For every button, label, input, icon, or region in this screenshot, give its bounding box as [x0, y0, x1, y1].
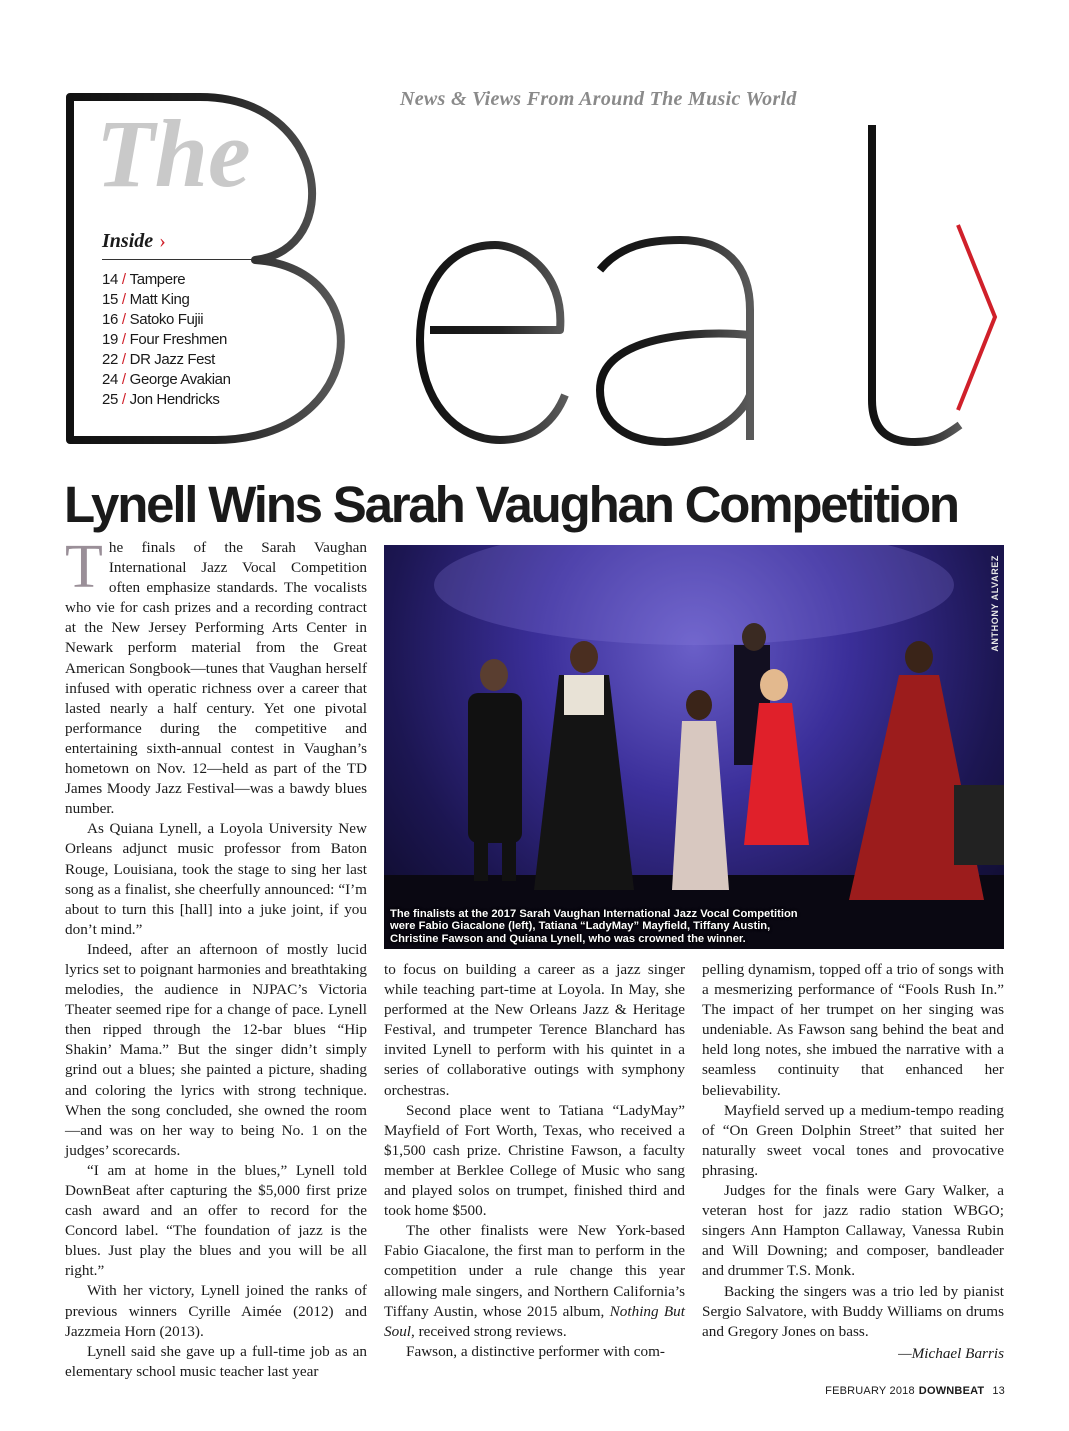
page-footer	[825, 1385, 1005, 1397]
inside-item[interactable]: 15 / Matt King	[102, 291, 190, 308]
article-column-3	[702, 960, 1004, 1364]
photo-credit: ANTHONY ALVAREZ	[990, 555, 1000, 652]
drop-cap: T	[65, 533, 103, 601]
inside-item-title: Jon Hendricks	[129, 391, 220, 408]
paragraph: Second place went to Tatiana “LadyMay” Mayfield of Fort Worth, Texas, who received a $1,500 cash prize. Christine Fawson, a faculty member at Berklee College of Music who sang and played solos on trumpet, finished third and took home $500.	[384, 1101, 685, 1220]
inside-box	[102, 230, 256, 410]
inside-item-page: 22	[102, 351, 118, 368]
inside-item-page: 14	[102, 271, 118, 288]
article-column-2	[384, 960, 685, 1362]
inside-item-page: 25	[102, 391, 118, 408]
inside-item-title: Matt King	[129, 291, 190, 308]
paragraph: As Quiana Lynell, a Loyola University New Orleans adjunct music professor from Baton Rouge, Louisiana, took the stage to sing her last song as a finalist, she cheerfully announced: “I’m about to turn this [hall] into a juke joint, if you don’t mind.”	[65, 820, 367, 938]
inside-item[interactable]: 25 / Jon Hendricks	[102, 391, 220, 408]
article-headline: Lynell Wins Sarah Vaughan Competition	[64, 476, 958, 533]
inside-item-title: Satoko Fujii	[129, 311, 204, 328]
paragraph-continued: pelling dynamism, topped off a trio of songs with a mesmerizing performance of “Fools Rush In.” The impact of her trumpet on her singing was undeniable. As Fawson sang behind the beat and held long notes, she imbued the narrative with a seamless continuity that enhanced her believability.	[702, 961, 1004, 1099]
inside-item-title: George Avakian	[129, 371, 231, 388]
inside-item-title: Tampere	[129, 271, 186, 288]
inside-item-page: 15	[102, 291, 118, 308]
paragraph	[65, 533, 367, 819]
singer-3	[672, 690, 729, 890]
chevron-icon: ›	[159, 230, 166, 252]
magazine-name: DOWNBEAT	[918, 1385, 985, 1397]
album-title: Nothing But Soul	[384, 1302, 685, 1340]
stage-illustration	[384, 545, 1004, 949]
performers-photo	[384, 545, 1004, 949]
inside-item-title: DR Jazz Fest	[129, 351, 215, 368]
paragraph: Lynell said she gave up a full-time job as an elementary school music teacher last year	[65, 1342, 367, 1380]
paragraph: Mayfield served up a medium-tempo reading of “On Green Dolphin Street” that suited her naturally sweet vocal tones and provocative phrasing.	[702, 1101, 1004, 1179]
paragraph: to focus on building a career as a jazz singer while teaching part-time at Loyola. In May, she performed at the New Orleans Jazz & Heritage Festival, and trumpeter Terence Blanchard has invited Lynell to perform with his quintet in a series of collaborative outings with symphony orchestras.	[384, 961, 685, 1099]
inside-item[interactable]: 22 / DR Jazz Fest	[102, 351, 215, 368]
inside-item[interactable]: 14 / Tampere	[102, 271, 186, 288]
paragraph-text: , received strong reviews.	[411, 1322, 567, 1340]
stage-light	[434, 545, 954, 645]
byline: —Michael Barris	[898, 1344, 1004, 1362]
drum-kit	[954, 785, 1004, 865]
article-column-1	[65, 533, 367, 1382]
inside-item-page: 16	[102, 311, 118, 328]
inside-item-title: Four Freshmen	[129, 331, 228, 348]
paragraph: Fawson, a distinctive performer with com-	[406, 1342, 665, 1360]
inside-heading	[102, 230, 256, 260]
inside-item[interactable]: 24 / George Avakian	[102, 371, 231, 388]
page-number: 13	[992, 1385, 1005, 1397]
photo-caption: The finalists at the 2017 Sarah Vaughan International Jazz Vocal Competition were Fabio Giacalone (left), Tatiana “LadyMay” Mayfield, Tiffany Austin, Christine Fawson and Quiana Lynell, who was crowned the winner.	[390, 907, 798, 945]
chevron-right-icon	[958, 225, 995, 410]
inside-heading-label: Inside	[102, 230, 154, 252]
inside-item-page: 24	[102, 371, 118, 388]
paragraph	[384, 1221, 685, 1342]
paragraph: Indeed, after an afternoon of mostly lucid lyrics set to poignant harmonies and breathtaking melodies, the audience in NJPAC’s Victoria Theater seemed ripe for a change of pace. Lynell then ripped through the 12-bar blues “Hip Shakin’ Mama.” But the singer didn’t simply grind out a blues; she painted a picture, shading and coloring the lyrics with strong technique. When the song concluded, she owned the room—and was on her way to being No. 1 on the judges’ scorecards.	[65, 940, 367, 1159]
paragraph: Backing the singers was a trio led by pianist Sergio Salvatore, with Buddy Williams on drums and Gregory Jones on bass.	[702, 1282, 1004, 1340]
paragraph-text: he finals of the Sarah Vaughan International Jazz Vocal Competition often emphasize standards. The vocalists who vie for cash prizes and a recording contract at the New Jersey Performing Arts Center in Newark perform material from the Great American Songbook—tunes that Vaughan herself infused with operatic richness over a career that lasted nearly a half century. Yet one pivotal performance during the competitive and entertaining sixth-annual contest in Vaughan’s hometown on Nov. 12—held as part of the TD James Moody Jazz Festival—was a bawdy blues number.	[65, 539, 367, 818]
inside-item-page: 19	[102, 331, 118, 348]
inside-list	[102, 270, 256, 410]
paragraph: Judges for the finals were Gary Walker, a veteran host for jazz radio station WBGO; singers Ann Hampton Callaway, Vanessa Rubin and Will Downing; and composer, bandleader and drummer T.S. Monk.	[702, 1182, 1004, 1280]
paragraph: With her victory, Lynell joined the ranks of previous winners Cyrille Aimée (2012) and Jazzmeia Horn (2013).	[65, 1282, 367, 1340]
the-word: The	[96, 100, 251, 207]
singer-1	[468, 659, 522, 881]
paragraph-text: The other finalists were New York-based Fabio Giacalone, the first man to perform in the competition under a rule change this year allowing male singers, and Northern California’s Tiffany Austin, whose 2015 album,	[384, 1222, 685, 1320]
tagline: News & Views From Around The Music World	[400, 88, 797, 110]
inside-item[interactable]: 16 / Satoko Fujii	[102, 311, 204, 328]
singer-2	[534, 641, 634, 890]
issue-date: FEBRUARY 2018	[825, 1385, 915, 1397]
paragraph: “I am at home in the blues,” Lynell told DownBeat after capturing the $5,000 first prize cash award and an offer to record for the Concord label. “The foundation of jazz is the blues. Just play the blues and you will be all right.”	[65, 1161, 367, 1280]
inside-item[interactable]: 19 / Four Freshmen	[102, 331, 228, 348]
